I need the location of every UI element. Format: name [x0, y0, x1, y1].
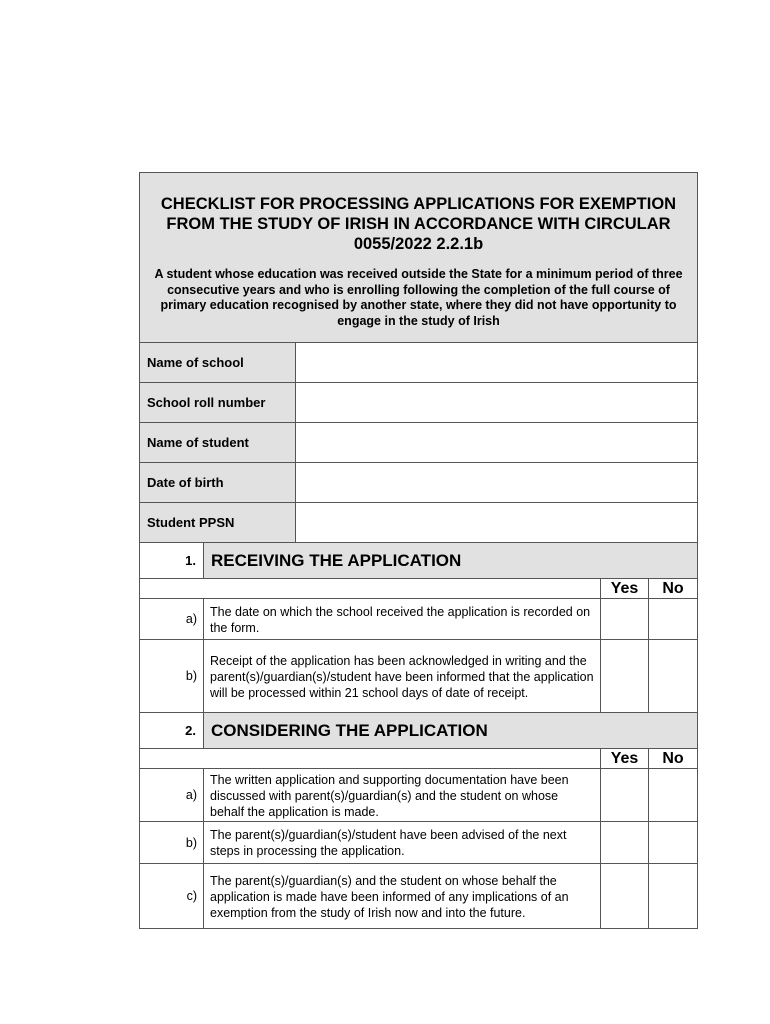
item-letter: b) — [140, 822, 204, 863]
item-text: Receipt of the application has been acknowledged in writing and the parent(s)/guardian(s)/student have been informed that the application will be processed within 21 school days of date of receipt. — [204, 640, 601, 712]
yes-checkbox[interactable] — [601, 640, 649, 712]
field-row-school-name — [140, 343, 697, 383]
item-letter: a) — [140, 769, 204, 821]
section-header — [140, 713, 697, 749]
ppsn-field[interactable] — [296, 503, 697, 542]
yes-checkbox[interactable] — [601, 864, 649, 928]
checklist-item — [140, 864, 697, 929]
item-text: The parent(s)/guardian(s) and the student on whose behalf the application is made have been informed of any implications of an exemption from the study of Irish now and into the future. — [204, 864, 601, 928]
section-header — [140, 543, 697, 579]
field-row-date-of-birth — [140, 463, 697, 503]
yes-column-label: Yes — [601, 579, 649, 598]
form-subtitle: A student whose education was received outside the State for a minimum period of three consecutive years and who is enrolling following the completion of the full course of primary education recognised by another state, where they did not have opportunity to engage in the study of Irish — [154, 267, 683, 328]
no-column-label: No — [662, 579, 684, 597]
yes-column-label: Yes — [601, 749, 649, 768]
roll-number-field[interactable] — [296, 383, 697, 422]
no-checkbox[interactable] — [649, 640, 697, 712]
school-name-field[interactable] — [296, 343, 697, 382]
no-checkbox[interactable] — [649, 599, 697, 639]
no-checkbox[interactable] — [649, 864, 697, 928]
item-text: The written application and supporting documentation have been discussed with parent(s)/guardian(s) and the student on whose behalf the application is made. — [204, 769, 601, 821]
section-number: 2. — [140, 713, 204, 748]
field-row-roll-number — [140, 383, 697, 423]
yes-checkbox[interactable] — [601, 769, 649, 821]
section-title: RECEIVING THE APPLICATION — [204, 543, 697, 578]
item-letter: a) — [140, 599, 204, 639]
field-label: Name of student — [140, 423, 296, 462]
student-name-field[interactable] — [296, 423, 697, 462]
field-label: Name of school — [140, 343, 296, 382]
form-header — [140, 172, 697, 343]
section-number: 1. — [140, 543, 204, 578]
item-letter: b) — [140, 640, 204, 712]
checklist-item — [140, 640, 697, 713]
field-row-student-name — [140, 423, 697, 463]
checklist-item — [140, 599, 697, 640]
no-checkbox[interactable] — [649, 769, 697, 821]
item-text: The parent(s)/guardian(s)/student have been advised of the next steps in processing the application. — [204, 822, 601, 863]
field-label: School roll number — [140, 383, 296, 422]
item-letter: c) — [140, 864, 204, 928]
form-title: CHECKLIST FOR PROCESSING APPLICATIONS FOR EXEMPTION FROM THE STUDY OF IRISH IN ACCORDANCE WITH CIRCULAR 0055/2022 2.2.1b — [160, 195, 677, 253]
checklist-item — [140, 769, 697, 822]
field-label: Student PPSN — [140, 503, 296, 542]
checklist-form — [139, 172, 698, 929]
item-text: The date on which the school received the application is recorded on the form. — [204, 599, 601, 639]
no-checkbox[interactable] — [649, 822, 697, 863]
yes-checkbox[interactable] — [601, 599, 649, 639]
no-column-label: No — [662, 749, 684, 767]
yes-checkbox[interactable] — [601, 822, 649, 863]
section-title: CONSIDERING THE APPLICATION — [204, 713, 697, 748]
yes-no-header — [140, 749, 697, 769]
checklist-item — [140, 822, 697, 864]
field-row-ppsn — [140, 503, 697, 543]
yes-no-header — [140, 579, 697, 599]
date-of-birth-field[interactable] — [296, 463, 697, 502]
field-label: Date of birth — [140, 463, 296, 502]
